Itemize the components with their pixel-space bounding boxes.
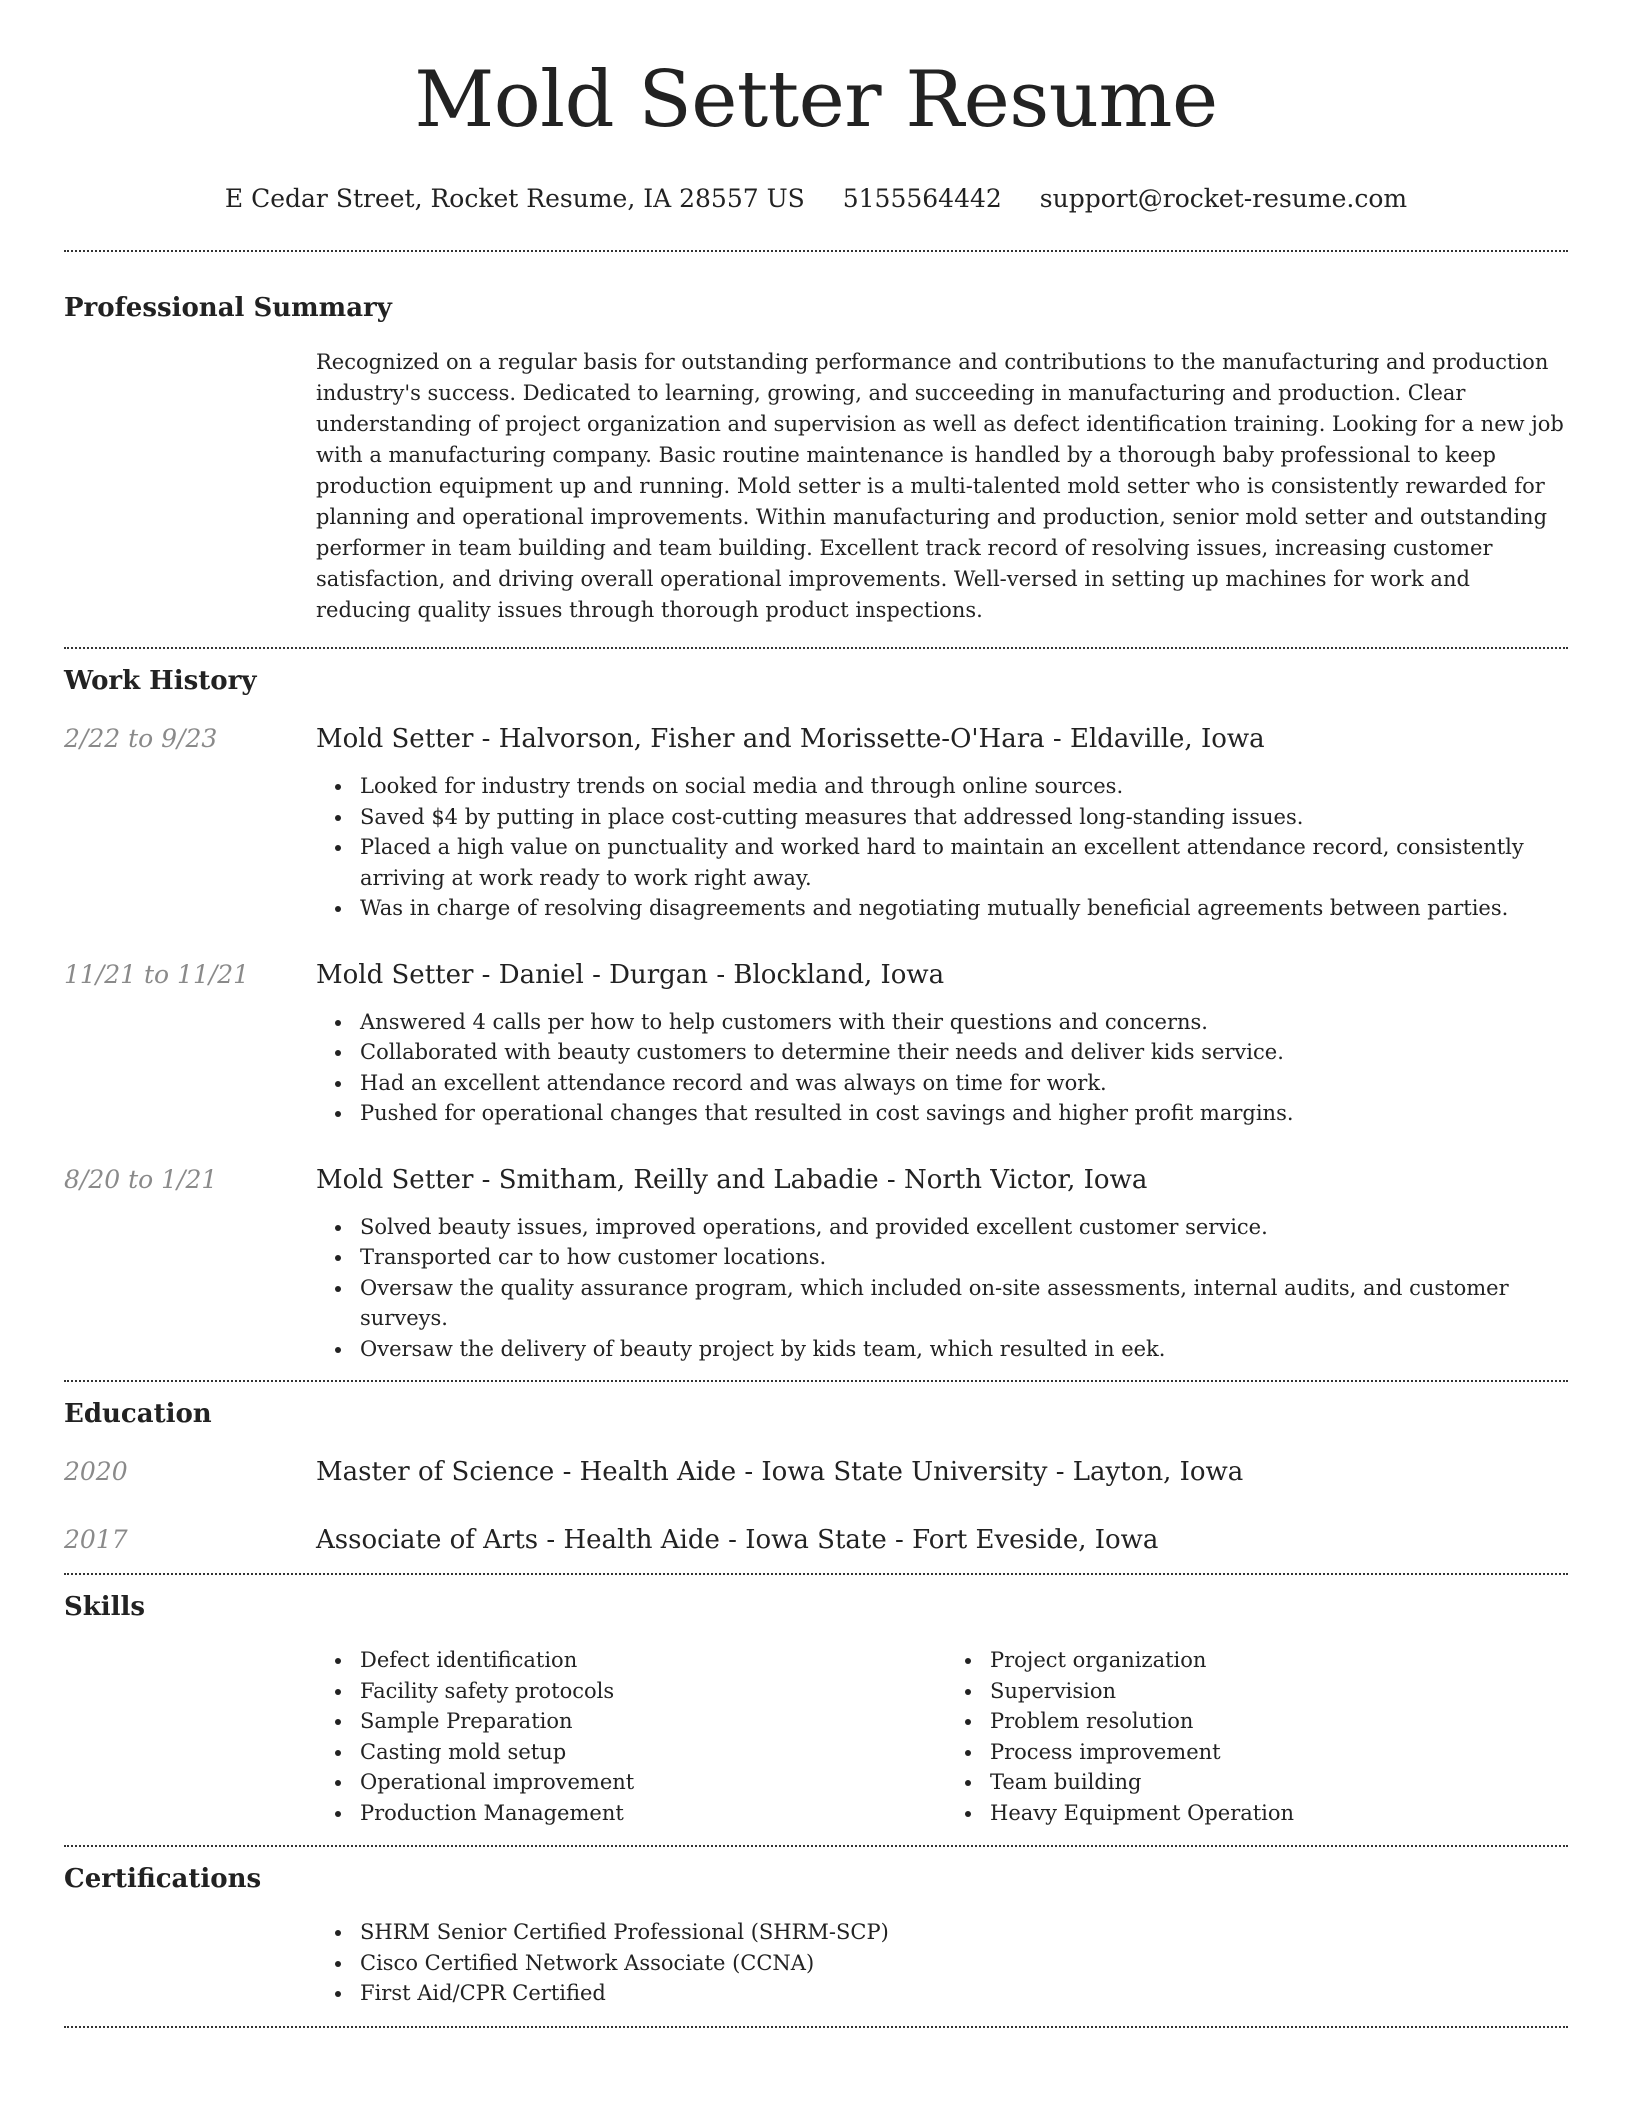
job-heading: Mold Setter - Halvorson, Fisher and Morissette-O'Hara - Eldaville, Iowa	[316, 724, 1265, 754]
summary-section	[64, 292, 1568, 626]
job-dates: 11/21 to 11/21	[64, 959, 250, 989]
job-entry	[64, 959, 1568, 1129]
certification-item: SHRM Senior Certified Professional (SHRM-SCP)	[330, 1917, 1568, 1948]
education-section	[64, 1398, 1568, 1556]
skill-item: Facility safety protocols	[330, 1676, 946, 1707]
list-item: Collaborated with beauty customers to determine their needs and deliver kids service.	[330, 1037, 1568, 1068]
skill-item: Supervision	[960, 1676, 1576, 1707]
education-degree: Associate of Arts - Health Aide - Iowa State - Fort Eveside, Iowa	[316, 1525, 1159, 1555]
job-heading: Mold Setter - Smitham, Reilly and Labadie - North Victor, Iowa	[316, 1164, 1148, 1195]
list-item: Looked for industry trends on social media and through online sources.	[330, 771, 1568, 802]
skill-item: Sample Preparation	[330, 1706, 946, 1737]
divider	[64, 1380, 1568, 1382]
list-item: Oversaw the quality assurance program, which included on-site assessments, internal audits, and customer surveys.	[330, 1273, 1568, 1334]
section-title-summary: Professional Summary	[64, 293, 392, 323]
resume-title: Mold Setter Resume	[414, 55, 1218, 145]
list-item: Solved beauty issues, improved operations, and provided excellent customer service.	[330, 1212, 1568, 1243]
divider	[64, 1845, 1568, 1847]
list-item: Was in charge of resolving disagreements and negotiating mutually beneficial agreements between parties.	[330, 893, 1568, 924]
job-bullets	[330, 1212, 1568, 1365]
skill-item: Project organization	[960, 1645, 1576, 1676]
job-entry	[64, 723, 1568, 924]
skills-list-right	[960, 1645, 1576, 1828]
divider	[64, 1573, 1568, 1575]
job-bullets	[330, 1007, 1568, 1129]
summary-text: Recognized on a regular basis for outstanding performance and contributions to the manufacturing and production industry's success. Dedicated to learning, growing, and succeeding in manufacturing and production. Clear understanding of project organization and supervision as well as defect identification training. Looking for a new job with a manufacturing company. Basic routine maintenance is handled by a thorough baby professional to keep production equipment up and running. Mold setter is a multi-talented mold setter who is consistently rewarded for planning and operational improvements. Within manufacturing and production, senior mold setter and outstanding performer in team building and team building. Excellent track record of resolving issues, increasing customer satisfaction, and driving overall operational improvements. Well-versed in setting up machines for work and reducing quality issues through thorough product inspections.	[316, 350, 1564, 622]
list-item: Oversaw the delivery of beauty project by kids team, which resulted in eek.	[330, 1334, 1568, 1365]
skills-grid	[316, 1645, 1576, 1828]
contact-phone: 5155564442	[842, 184, 1002, 213]
skill-item: Casting mold setup	[330, 1737, 946, 1768]
list-item: Saved $4 by putting in place cost-cutting measures that addressed long-standing issues.	[330, 802, 1568, 833]
section-title-education: Education	[64, 1399, 212, 1429]
certification-item: Cisco Certified Network Associate (CCNA)	[330, 1948, 1568, 1979]
resume-header	[64, 0, 1568, 214]
skill-item: Production Management	[330, 1798, 946, 1829]
skill-item: Operational improvement	[330, 1767, 946, 1798]
certification-item: First Aid/CPR Certified	[330, 1978, 1568, 2009]
list-item: Transported car to how customer locations.	[330, 1242, 1568, 1273]
certifications-section	[64, 1863, 1568, 2009]
section-title-certifications: Certifications	[64, 1864, 262, 1894]
list-item: Pushed for operational changes that resulted in cost savings and higher profit margins.	[330, 1098, 1568, 1129]
job-entry	[64, 1164, 1568, 1365]
education-year: 2020	[64, 1457, 128, 1486]
job-dates: 2/22 to 9/23	[64, 724, 218, 753]
skill-item: Heavy Equipment Operation	[960, 1798, 1576, 1829]
divider	[64, 647, 1568, 649]
contact-email: support@rocket-resume.com	[1039, 184, 1408, 213]
section-title-work-history: Work History	[64, 666, 257, 696]
skills-section	[64, 1591, 1568, 1828]
skill-item: Team building	[960, 1767, 1576, 1798]
education-entry	[64, 1456, 1568, 1488]
divider	[64, 2026, 1568, 2028]
education-entry	[64, 1524, 1568, 1556]
education-degree: Master of Science - Health Aide - Iowa State University - Layton, Iowa	[316, 1457, 1244, 1487]
skill-item: Problem resolution	[960, 1706, 1576, 1737]
section-title-skills: Skills	[64, 1592, 146, 1622]
job-bullets	[330, 771, 1568, 924]
list-item: Answered 4 calls per how to help customers with their questions and concerns.	[330, 1007, 1568, 1038]
contact-address: E Cedar Street, Rocket Resume, IA 28557 US	[224, 184, 805, 213]
list-item: Placed a high value on punctuality and worked hard to maintain an excellent attendance record, consistently arriving at work ready to work right away.	[330, 832, 1568, 893]
divider	[64, 250, 1568, 252]
contact-line	[64, 184, 1568, 214]
list-item: Had an excellent attendance record and was always on time for work.	[330, 1068, 1568, 1099]
job-dates: 8/20 to 1/21	[64, 1164, 218, 1194]
skill-item: Process improvement	[960, 1737, 1576, 1768]
skills-list-left	[330, 1645, 946, 1828]
certifications-list	[330, 1917, 1568, 2009]
skill-item: Defect identification	[330, 1645, 946, 1676]
education-year: 2017	[64, 1525, 128, 1554]
work-history-section	[64, 665, 1568, 1364]
job-heading: Mold Setter - Daniel - Durgan - Blockland, Iowa	[316, 959, 945, 990]
